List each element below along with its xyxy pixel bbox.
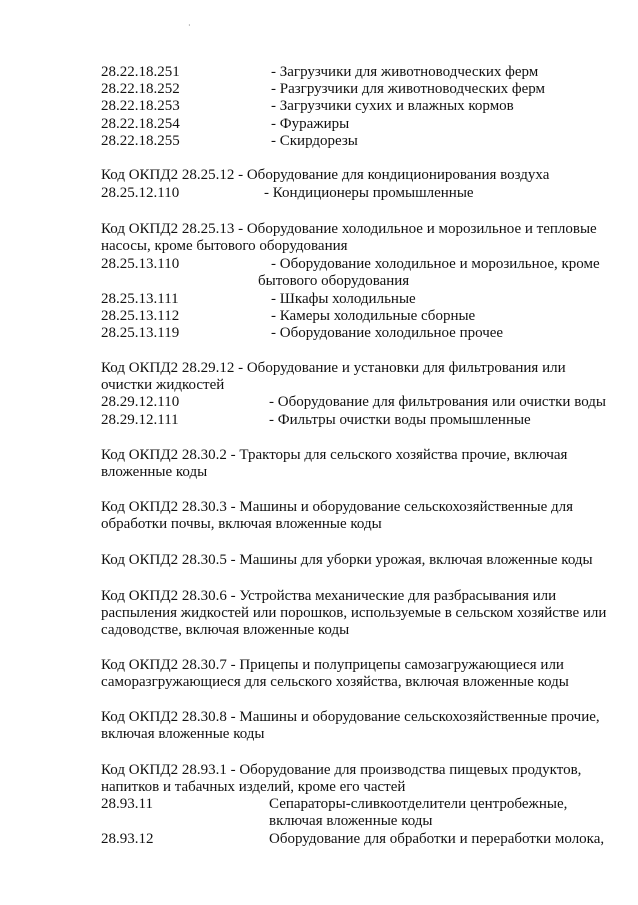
code-row [101,796,621,813]
code-number: 28.22.18.253 [101,98,180,114]
code-description: - Загрузчики для животноводческих ферм [271,64,539,80]
code-description: - Камеры холодильные сборные [271,308,476,324]
code-description: - Фуражиры [271,116,350,132]
code-description: - Разгрузчики для животноводческих ферм [271,81,546,97]
code-number: 28.25.13.111 [101,291,179,307]
code-number: 28.93.11 [101,796,153,812]
okpd-heading [101,762,621,796]
code-number: 28.25.13.110 [101,256,180,272]
heading-line: Код ОКПД2 28.30.6 - Устройства механические для разбрасывания или [101,588,557,604]
heading-line: обработки почвы, включая вложенные коды [101,516,382,532]
scan-mark: · [188,21,191,30]
code-row [101,133,621,150]
code-number: 28.29.12.110 [101,394,180,410]
code-description: - Кондиционеры промышленные [264,185,474,201]
heading-line: очистки жидкостей [101,377,225,393]
heading-line: Код ОКПД2 28.25.13 - Оборудование холодильное и морозильное и тепловые [101,221,597,237]
code-description: включая вложенные коды [269,813,433,829]
okpd-heading [101,552,621,569]
code-description: бытового оборудования [258,273,410,289]
code-row [101,831,621,848]
code-row-continuation [101,273,621,290]
heading-line: Код ОКПД2 28.30.8 - Машины и оборудование сельскохозяйственные прочие, [101,709,600,725]
code-row [101,185,621,202]
okpd-heading [101,588,621,639]
heading-line: Код ОКПД2 28.30.3 - Машины и оборудование сельскохозяйственные для [101,499,574,515]
code-row [101,64,621,81]
heading-line: напитков и табачных изделий, кроме его частей [101,779,406,795]
code-row [101,291,621,308]
code-number: 28.29.12.111 [101,412,179,428]
code-row [101,256,621,273]
okpd-heading [101,167,621,184]
heading-line: Код ОКПД2 28.93.1 - Оборудование для производства пищевых продуктов, [101,762,582,778]
okpd-heading [101,360,621,394]
code-number: 28.22.18.255 [101,133,180,149]
code-number: 28.93.12 [101,831,154,847]
code-description: - Фильтры очистки воды промышленные [269,412,531,428]
code-description: - Оборудование холодильное прочее [271,325,504,341]
okpd-heading [101,221,621,255]
heading-line: насосы, кроме бытового оборудования [101,238,348,254]
okpd-heading [101,709,621,743]
code-row-continuation [101,813,621,830]
code-row [101,412,621,429]
code-row [101,394,621,411]
code-number: 28.22.18.251 [101,64,180,80]
code-number: 28.25.13.119 [101,325,180,341]
okpd-heading [101,657,621,691]
heading-line: Код ОКПД2 28.30.5 - Машины для уборки урожая, включая вложенные коды [101,552,593,568]
okpd-heading [101,447,621,481]
code-description: Сепараторы-сливкоотделители центробежные, [269,796,568,812]
code-description: - Оборудование для фильтрования или очистки воды [269,394,606,410]
heading-line: распыления жидкостей или порошков, используемые в сельском хозяйстве или [101,605,607,621]
code-description: - Оборудование холодильное и морозильное, кроме [271,256,600,272]
code-description: - Скирдорезы [271,133,358,149]
heading-line: вложенные коды [101,464,208,480]
heading-line: садоводстве, включая вложенные коды [101,622,350,638]
code-row [101,116,621,133]
code-row [101,308,621,325]
code-number: 28.25.12.110 [101,185,180,201]
heading-line: Код ОКПД2 28.29.12 - Оборудование и установки для фильтрования или [101,360,566,376]
code-row [101,325,621,342]
heading-line: Код ОКПД2 28.25.12 - Оборудование для кондиционирования воздуха [101,167,550,183]
code-number: 28.22.18.252 [101,81,180,97]
heading-line: Код ОКПД2 28.30.2 - Тракторы для сельского хозяйства прочие, включая [101,447,568,463]
heading-line: включая вложенные коды [101,726,265,742]
code-number: 28.25.13.112 [101,308,180,324]
code-description: Оборудование для обработки и переработки молока, [269,831,605,847]
code-row [101,81,621,98]
heading-line: саморазгружающиеся для сельского хозяйства, включая вложенные коды [101,674,569,690]
code-row [101,98,621,115]
code-description: - Загрузчики сухих и влажных кормов [271,98,514,114]
heading-line: Код ОКПД2 28.30.7 - Прицепы и полуприцепы самозагружающиеся или [101,657,564,673]
code-description: - Шкафы холодильные [271,291,416,307]
okpd-heading [101,499,621,533]
code-number: 28.22.18.254 [101,116,180,132]
